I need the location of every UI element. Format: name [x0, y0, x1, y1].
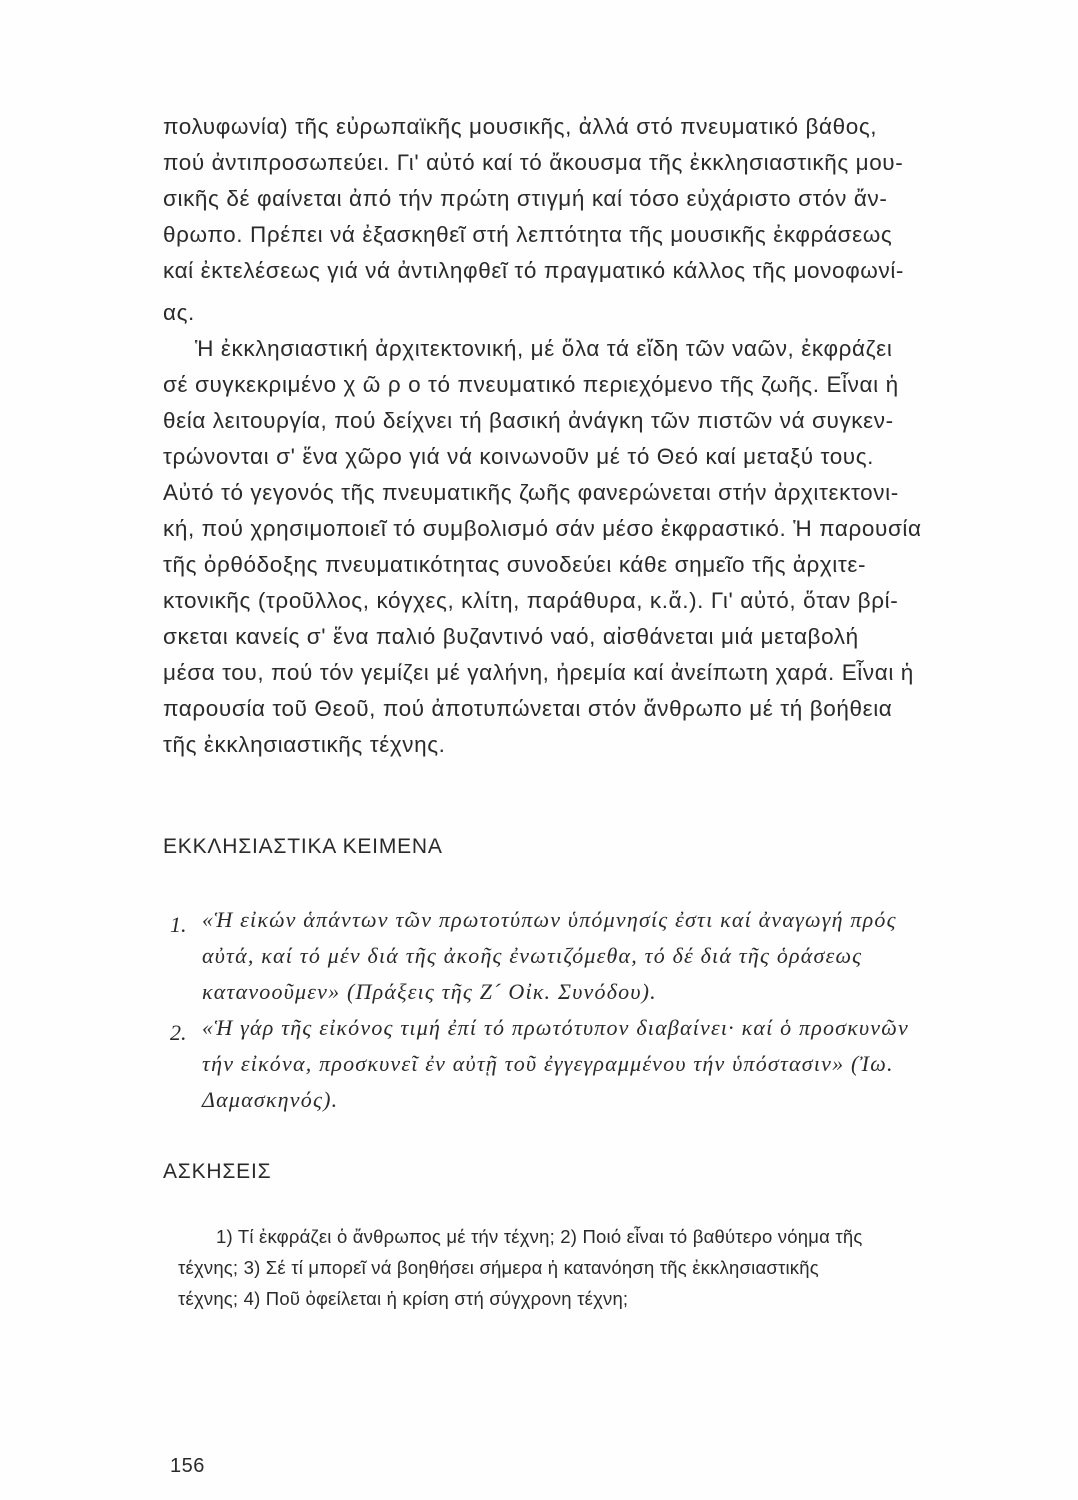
body-line: σκεται κανείς σ' ἕνα παλιό βυζαντινό ναό, αἰσθάνεται μιά μεταβολή: [163, 624, 859, 649]
quote-line: Δαμασκηνός).: [202, 1087, 339, 1112]
body-line: σέ συγκεκριμένο χ ῶ ρ ο τό πνευματικό περιεχόμενο τῆς ζωῆς. Εἶναι ἡ: [163, 372, 899, 397]
body-line: Αὐτό τό γεγονός τῆς πνευματικῆς ζωῆς φανερώνεται στήν ἀρχιτεκτονι-: [163, 480, 899, 505]
body-line: τῆς ἐκκλησιαστικῆς τέχνης.: [163, 732, 446, 757]
quote-line: «Ἡ γάρ τῆς εἰκόνος τιμή ἐπί τό πρωτότυπον διαβαίνει· καί ὁ προσκυνῶν: [202, 1015, 909, 1040]
body-line: καί ἐκτελέσεως γιά νά ἀντιληφθεῖ τό πραγματικό κάλλος τῆς μονοφωνί-: [163, 258, 905, 283]
body-line: μέσα του, πού τόν γεμίζει μέ γαλήνη, ἠρεμία καί ἀνείπωτη χαρά. Εἶναι ἡ: [163, 660, 914, 685]
body-line: θεία λειτουργία, πού δείχνει τή βασική ἀνάγκη τῶν πιστῶν νά συγκεν-: [163, 408, 894, 433]
quote-number: 2.: [170, 1020, 187, 1045]
exercise-line: 1) Τί ἐκφράζει ὁ ἄνθρωπος μέ τήν τέχνη; 2) Ποιό εἶναι τό βαθύτερο νόημα τῆς: [216, 1226, 863, 1247]
body-line: πολυφωνία) τῆς εὐρωπαϊκῆς μουσικῆς, ἀλλά στό πνευματικό βάθος,: [163, 114, 878, 139]
body-line: σικῆς δέ φαίνεται ἀπό τήν πρώτη στιγμή καί τόσο εὐχάριστο στόν ἄν-: [163, 186, 888, 211]
body-line: ας.: [163, 300, 195, 325]
texts-heading: ΕΚΚΛΗΣΙΑΣΤΙΚΑ ΚΕΙΜΕΝΑ: [163, 835, 443, 858]
body-line: Ἡ ἐκκλησιαστική ἀρχιτεκτονική, μέ ὅλα τά εἴδη τῶν ναῶν, ἐκφράζει: [195, 336, 893, 361]
body-line: κτονικῆς (τροῦλλος, κόγχες, κλίτη, παράθυρα, κ.ἄ.). Γι' αὐτό, ὅταν βρί-: [163, 588, 899, 613]
body-line: παρουσία τοῦ Θεοῦ, πού ἀποτυπώνεται στόν ἄνθρωπο μέ τή βοήθεια: [163, 696, 893, 721]
body-line: θρωπο. Πρέπει νά ἐξασκηθεῖ στή λεπτότητα τῆς μουσικῆς ἐκφράσεως: [163, 222, 893, 247]
body-line: τρώνονται σ' ἕνα χῶρο γιά νά κοινωνοῦν μέ τό Θεό καί μεταξύ τους.: [163, 444, 875, 469]
body-line: πού ἀντιπροσωπεύει. Γι' αὐτό καί τό ἄκουσμα τῆς ἐκκλησιαστικῆς μου-: [163, 150, 904, 175]
page-number: 156: [170, 1455, 205, 1477]
quote-number: 1.: [170, 912, 187, 937]
body-line: κή, πού χρησιμοποιεῖ τό συμβολισμό σάν μέσο ἐκφραστικό. Ἡ παρουσία: [163, 516, 922, 541]
exercise-line: τέχνης; 4) Ποῦ ὀφείλεται ἡ κρίση στή σύγχρονη τέχνη;: [178, 1288, 629, 1309]
quote-line: «Ἡ εἰκών ἁπάντων τῶν πρωτοτύπων ὑπόμνησίς ἐστι καί ἀναγωγή πρός: [202, 907, 897, 932]
exercises-heading: ΑΣΚΗΣΕΙΣ: [163, 1160, 272, 1183]
quote-line: τήν εἰκόνα, προσκυνεῖ ἐν αὐτῇ τοῦ ἐγγεγραμμένου τήν ὑπόστασιν» (Ἰω.: [202, 1051, 894, 1076]
body-line: τῆς ὀρθόδοξης πνευματικότητας συνοδεύει κάθε σημεῖο τῆς ἀρχιτε-: [163, 552, 867, 577]
exercise-line: τέχνης; 3) Σέ τί μπορεῖ νά βοηθήσει σήμερα ἡ κατανόηση τῆς ἐκκλησιαστικῆς: [178, 1257, 819, 1278]
quote-line: κατανοοῦμεν» (Πράξεις τῆς Ζ´ Οἰκ. Συνόδου).: [202, 979, 657, 1004]
quote-line: αὐτά, καί τό μέν διά τῆς ἀκοῆς ἐνωτιζόμεθα, τό δέ διά τῆς ὁράσεως: [202, 943, 863, 968]
